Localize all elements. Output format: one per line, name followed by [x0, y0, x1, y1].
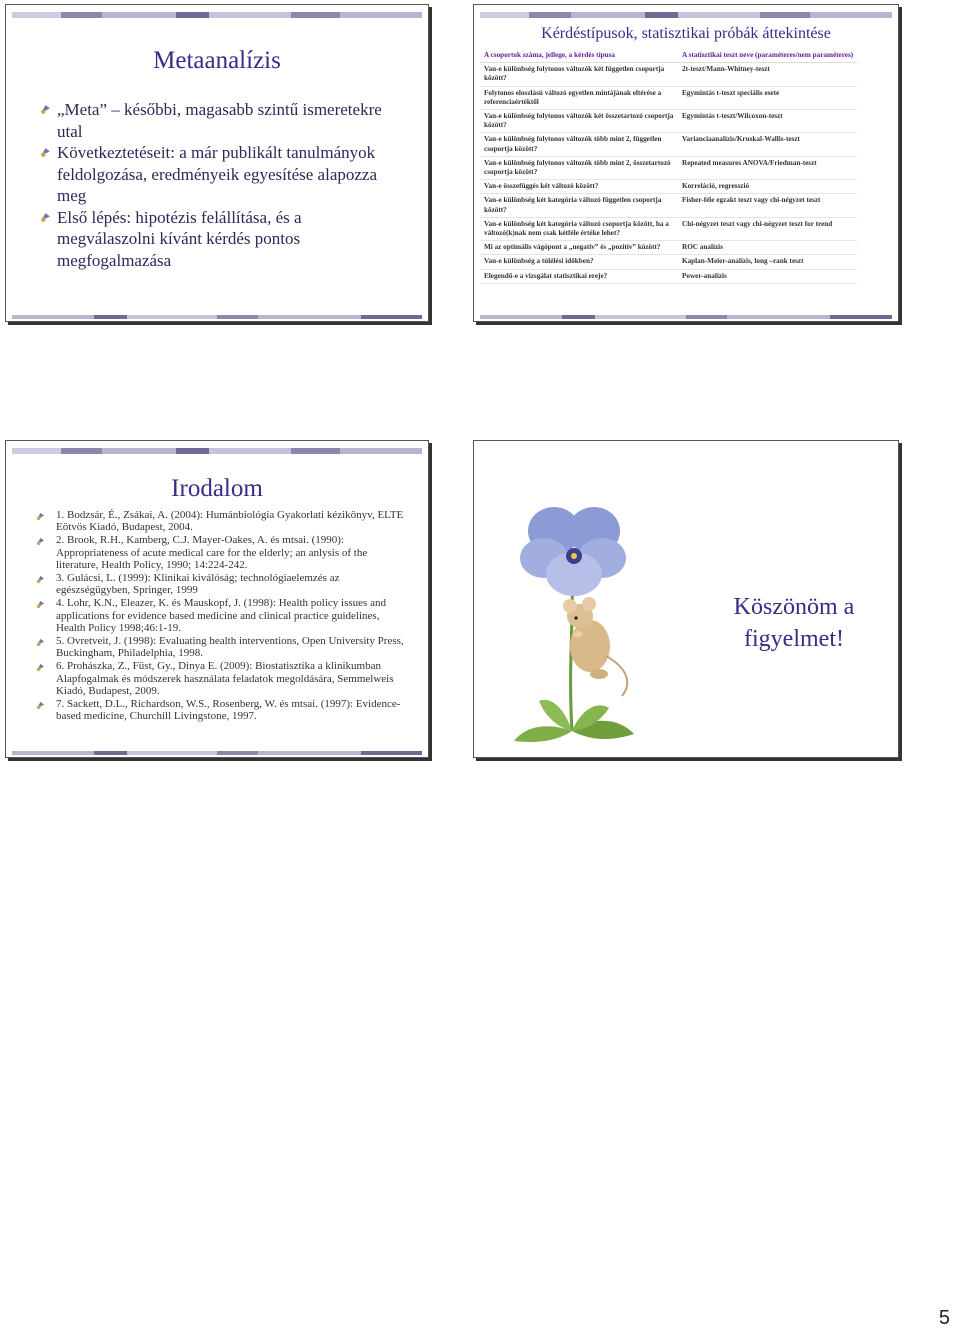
table-row — [480, 194, 857, 217]
reference-text: 7. Sackett, D.L., Richardson, W.S., Rosenberg, W. és mtsai. (1997): Evidence-based medicine, Churchill Livingstone, 1997. — [56, 698, 401, 723]
table-row — [480, 63, 857, 86]
test-cell: Egymintás t-teszt/Wilcoxon-teszt — [678, 110, 857, 133]
table-row — [480, 180, 857, 194]
decorative-bar — [480, 315, 892, 319]
bullet-icon — [40, 212, 51, 223]
reference-item — [36, 635, 404, 659]
bullet-text: „Meta” – későbbi, magasabb szintű ismeretekre utal — [57, 100, 382, 141]
test-cell: ROC analízis — [678, 241, 857, 255]
question-cell: Van-e különbség folytonos változók több mint 2, független csoportja között? — [480, 133, 678, 156]
bullet-icon — [36, 600, 45, 609]
test-table — [480, 49, 857, 284]
question-cell: Van-e összefüggés két változó között? — [480, 180, 678, 194]
table-row — [480, 241, 857, 255]
reference-item — [36, 572, 404, 596]
slide-kerdestipusok — [473, 4, 899, 322]
bullet-icon — [36, 638, 45, 647]
column-header: A csoportok száma, jellege, a kérdés típusa — [480, 49, 678, 63]
slide-irodalom — [5, 440, 429, 758]
reference-item — [36, 509, 404, 533]
decorative-bar — [12, 315, 422, 319]
slide-title: Kérdéstípusok, statisztikai próbák áttekintése — [541, 25, 831, 42]
test-cell: Repeated measures ANOVA/Friedman-teszt — [678, 156, 857, 179]
reference-text: 1. Bodzsár, É., Zsákai, A. (2004): Humánbiológia Gyakorlati kézikönyv, ELTE Eötvös Kiadó, Budapest, 2004. — [56, 509, 404, 534]
table-header-row — [480, 49, 857, 63]
decorative-bar — [480, 12, 892, 18]
question-cell: Folytonos eloszlású változó egyetlen mintájának eltérése a referenciaértéktől — [480, 86, 678, 109]
table-row — [480, 255, 857, 269]
test-cell: Power-analízis — [678, 269, 857, 283]
table-row — [480, 133, 857, 156]
question-cell: Van-e különbség folytonos változók két összetartozó csoportja között? — [480, 110, 678, 133]
bullet-text: Következtetéseit: a már publikált tanulmányok feldolgozása, eredményeik egyesítése alapozza meg — [57, 143, 378, 205]
bullet-icon — [40, 147, 51, 158]
bullet-icon — [36, 663, 45, 672]
test-cell: Chi-négyzet teszt vagy chi-négyzet teszt for trend — [678, 217, 857, 240]
test-cell: Korreláció, regresszió — [678, 180, 857, 194]
question-cell: Van-e különbség két kategória változó független csoportja között? — [480, 194, 678, 217]
bullet-icon — [36, 701, 45, 710]
reference-text: 5. Ovretveit, J. (1998): Evaluating health interventions, Open University Press, Buckingham, Philadelphia, 1998. — [56, 635, 404, 660]
question-cell: Van-e különbség folytonos változók több mint 2, összetartozó csoportja között? — [480, 156, 678, 179]
decorative-bar — [12, 12, 422, 18]
bullet-icon — [36, 512, 45, 521]
decorative-bar — [12, 448, 422, 454]
question-cell: Van-e különbség a túlélési időkben? — [480, 255, 678, 269]
question-cell: Mi az optimális vágópont a „negatív” és „pozitív” között? — [480, 241, 678, 255]
table-row — [480, 110, 857, 133]
slide-title: Metaanalízis — [153, 47, 281, 74]
slide-thanks — [473, 440, 899, 758]
reference-item — [36, 660, 404, 697]
reference-text: 2. Brook, R.H., Kamberg, C.J. Mayer-Oakes, A. és mtsai. (1990): Appropriateness of acute medical care for the elderly; an anlysis of the literature, Health Policy, 1990; 14:224-242. — [56, 534, 368, 571]
reference-text: 4. Lohr, K.N., Eleazer, K. és Mauskopf, J. (1998): Health policy issues and applications for evidence based medicine and clinical practice guidelines, Health Policy 1998;46:1-19. — [56, 597, 386, 634]
reference-text: 6. Prohászka, Z., Füst, Gy., Dinya E. (2009): Biostatisztika a klinikumban Alapfogalmak és módszerek használata feladatok megoldására, Semmelweis Kiadó, Budapest, 2009. — [56, 660, 394, 697]
column-header: A statisztikai teszt neve (paraméteres/nem paraméteres) — [678, 49, 857, 63]
reference-item — [36, 534, 404, 571]
table-row — [480, 269, 857, 283]
thanks-text: Köszönöm a figyelmet! — [733, 594, 855, 652]
decorative-bar — [12, 751, 422, 755]
bullet-text: Első lépés: hipotézis felállítása, és a megválaszolni kívánt kérdés pontos megfogalmazása — [57, 207, 302, 270]
reference-text: 3. Gulácsi, L. (1999): Klinikai kiválóság; technológiaelemzés az egészségügyben, Springer, 1999 — [56, 572, 340, 597]
table-row — [480, 217, 857, 240]
bullet-list — [40, 99, 400, 271]
bullet-item — [40, 207, 400, 272]
question-cell: Elegendő-e a vizsgálat statisztikai ereje? — [480, 269, 678, 283]
bullet-icon — [40, 104, 51, 115]
test-cell: 2t-teszt/Mann-Whitney-teszt — [678, 63, 857, 86]
table-row — [480, 156, 857, 179]
pansy-mouse-illustration — [494, 496, 664, 751]
test-cell: Varianciaanalízis/Kruskal-Wallis-teszt — [678, 133, 857, 156]
test-cell: Fisher-féle egzakt teszt vagy chi-négyzet teszt — [678, 194, 857, 217]
reference-list — [36, 509, 404, 723]
slide-title: Irodalom — [171, 475, 263, 502]
question-cell: Van-e különbség két kategória változó csoportja között, ha a változó(k)nak nem csak kétféle értéke lehet? — [480, 217, 678, 240]
page-number: 5 — [938, 1307, 950, 1329]
reference-item — [36, 698, 404, 722]
bullet-item — [40, 99, 400, 142]
bullet-item — [40, 142, 400, 207]
bullet-icon — [36, 575, 45, 584]
table-row — [480, 86, 857, 109]
test-cell: Kaplan-Meier-analízis, long –rank teszt — [678, 255, 857, 269]
reference-item — [36, 597, 404, 634]
test-cell: Egymintás t-teszt speciális esete — [678, 86, 857, 109]
slide-metaanalizis — [5, 4, 429, 322]
question-cell: Van-e különbség folytonos változók két független csoportja között? — [480, 63, 678, 86]
bullet-icon — [36, 537, 45, 546]
